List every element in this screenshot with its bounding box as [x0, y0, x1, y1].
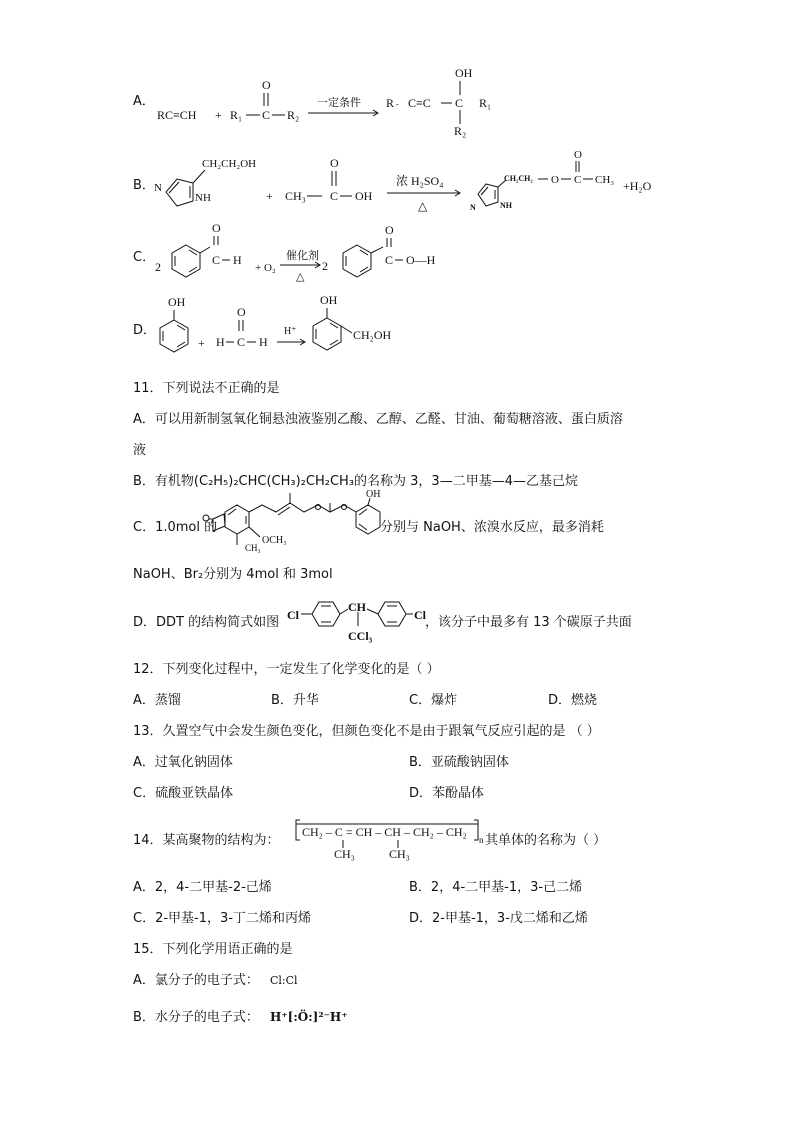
q14-option-b: B．2，4-二甲基-1，3-己二烯: [409, 880, 583, 895]
svg-text:Cl: Cl: [287, 608, 299, 622]
svg-text:CH₃: CH₃: [389, 847, 410, 861]
q13-option-d: D．苯酚晶体: [409, 786, 485, 801]
q10-option-d-label: D．: [133, 323, 157, 338]
svg-text:n: n: [479, 835, 484, 845]
product-triple-bond: C≡C: [408, 96, 431, 110]
svg-text:H: H: [233, 253, 242, 267]
ring-nitrogen: N: [154, 182, 162, 194]
coefficient: 2: [155, 260, 161, 274]
svg-text:C: C: [574, 174, 582, 186]
q11-option-a-line2: 液: [133, 443, 147, 458]
plus-sign: +: [215, 108, 222, 122]
svg-text:Cl: Cl: [414, 608, 426, 622]
svg-text:△: △: [418, 199, 428, 213]
svg-text:CH: CH: [348, 600, 366, 614]
svg-text:CH₃: CH₃: [595, 174, 615, 186]
product-chain: CH₂CH₂: [504, 174, 533, 183]
q13-stem: 13．久置空气中会发生颜色变化，但颜色变化不是由于跟氧气反应引起的是 （ ）: [133, 724, 600, 739]
svg-text:CH₃: CH₃: [334, 847, 355, 861]
q15-stem: 15．下列化学用语正确的是: [133, 942, 293, 957]
svg-text:2: 2: [322, 259, 328, 273]
svg-text:CH₃: CH₃: [245, 543, 261, 553]
product-oh: OH: [320, 293, 338, 307]
svg-text:O: O: [551, 174, 559, 186]
q15-option-a-prefix: A．氯分子的电子式：: [133, 973, 259, 988]
product-r: R: [386, 96, 395, 110]
carbonyl-carbon: C: [262, 108, 271, 122]
svg-text:H: H: [259, 335, 268, 349]
q12-option-c: C．爆炸: [409, 693, 458, 708]
q12-option-a: A．蒸馏: [133, 693, 181, 708]
q15-option-a-formula: Cl:Cl: [270, 974, 298, 987]
svg-text:+: +: [198, 336, 205, 350]
q14-option-d: D．2-甲基-1，3-戊二烯和乙烯: [409, 911, 588, 926]
q14-stem-suffix: 其单体的名称为（ ）: [485, 833, 607, 848]
svg-text:N: N: [470, 203, 476, 212]
q11-option-b: B．有机物(C₂H₅)₂CHC(CH₃)₂CH₂CH₃的名称为 3，3—二甲基—4—乙基己烷: [133, 474, 578, 489]
q15-option-b-prefix: B．水分子的电子式：: [133, 1010, 259, 1025]
plus-oxygen: + O₂: [255, 262, 276, 274]
reactant-r2: R₂: [287, 108, 300, 122]
phenolic-oh: OH: [366, 489, 381, 500]
svg-text:+: +: [266, 189, 273, 203]
q13-option-b: B．亚硫酸钠固体: [409, 755, 509, 770]
q11-option-d-prefix: D．DDT 的结构简式如图: [133, 615, 280, 630]
svg-text:O: O: [574, 149, 582, 161]
product-r1: R₁: [479, 96, 492, 110]
ring-nh: NH: [195, 192, 211, 204]
svg-text:CCl₃: CCl₃: [348, 629, 373, 643]
acid-catalyst: H⁺: [284, 326, 297, 337]
product-r2: R₂: [454, 124, 467, 138]
q12-option-d: D．燃烧: [548, 693, 598, 708]
q11-option-c-prefix: C．1.0mol 的: [133, 520, 218, 535]
polymer-bracket-left: [296, 820, 300, 840]
methoxy: OCH₃: [262, 535, 287, 546]
product-water: +H₂O: [623, 179, 652, 193]
svg-text:CH₂ – C = CH – CH – CH₂ – CH₂: CH₂ – C = CH – CH – CH₂ – CH₂: [302, 825, 467, 839]
q12-stem: 12．下列变化过程中，一定发生了化学变化的是（ ）: [133, 662, 440, 677]
acid-carbon: C: [330, 189, 339, 203]
svg-text:O: O: [385, 223, 394, 237]
q14-option-c: C．2-甲基-1，3-丁二烯和丙烯: [133, 911, 311, 926]
svg-text:C: C: [237, 335, 246, 349]
svg-text:△: △: [296, 271, 305, 283]
acid-oh: OH: [355, 189, 373, 203]
q11-stem: 11．下列说法不正确的是: [133, 381, 280, 396]
product-carbon: C: [455, 96, 464, 110]
q13-option-c: C．硫酸亚铁晶体: [133, 786, 234, 801]
q11-option-c-line2: NaOH、Br₂分别为 4mol 和 3mol: [133, 567, 333, 582]
reactant-alkyne: RC≡CH: [157, 108, 197, 122]
svg-text:O—H: O—H: [406, 253, 436, 267]
condition-text: 一定条件: [317, 97, 361, 109]
svg-text:O: O: [237, 305, 246, 319]
q11-option-a-line1: A．可以用新制氢氧化铜悬浊液鉴别乙酸、乙醇、乙醛、甘油、葡萄糖溶液、蛋白质溶: [133, 412, 623, 427]
q10-option-c-label: C．: [133, 250, 156, 265]
q13-option-a: A．过氧化钠固体: [133, 755, 233, 770]
condition-h2so4: 浓 H₂SO₄: [396, 174, 444, 188]
svg-text:O: O: [212, 221, 221, 235]
reactant-r1: R₁: [230, 108, 243, 122]
catalyst: 催化剂: [286, 250, 319, 262]
carbonyl-oxygen: O: [262, 78, 271, 92]
svg-text:C: C: [385, 253, 394, 267]
q12-option-b: B．升华: [271, 693, 319, 708]
svg-text:H: H: [216, 335, 225, 349]
q15-option-b-formula: H⁺[:Ö:]²⁻H⁺: [270, 1010, 348, 1024]
q11-option-d-suffix: ，该分子中最多有 13 个碳原子共面: [425, 615, 632, 630]
q14-option-a: A．2，4-二甲基-2-己烯: [133, 880, 272, 895]
acid-carbonyl-oxygen: O: [330, 156, 339, 170]
q10-option-b-label: B．: [133, 178, 155, 193]
q14-stem-prefix: 14．某高聚物的结构为：: [133, 833, 280, 848]
product-ch2oh: CH₂OH: [353, 328, 392, 342]
phenol-oh: OH: [168, 295, 186, 309]
polymer-bracket-right: [474, 820, 478, 840]
substituent-ch2ch2oh: CH₂CH₂OH: [202, 158, 257, 170]
acid-ch3: CH₃: [285, 189, 306, 203]
svg-text:NH: NH: [500, 201, 512, 210]
svg-text:C: C: [212, 253, 221, 267]
product-oh: OH: [455, 66, 473, 80]
q11-option-c-suffix: 分别与 NaOH、浓溴水反应，最多消耗: [380, 520, 604, 535]
q10-option-a-label: A．: [133, 94, 155, 109]
svg-text:-: -: [396, 100, 399, 109]
